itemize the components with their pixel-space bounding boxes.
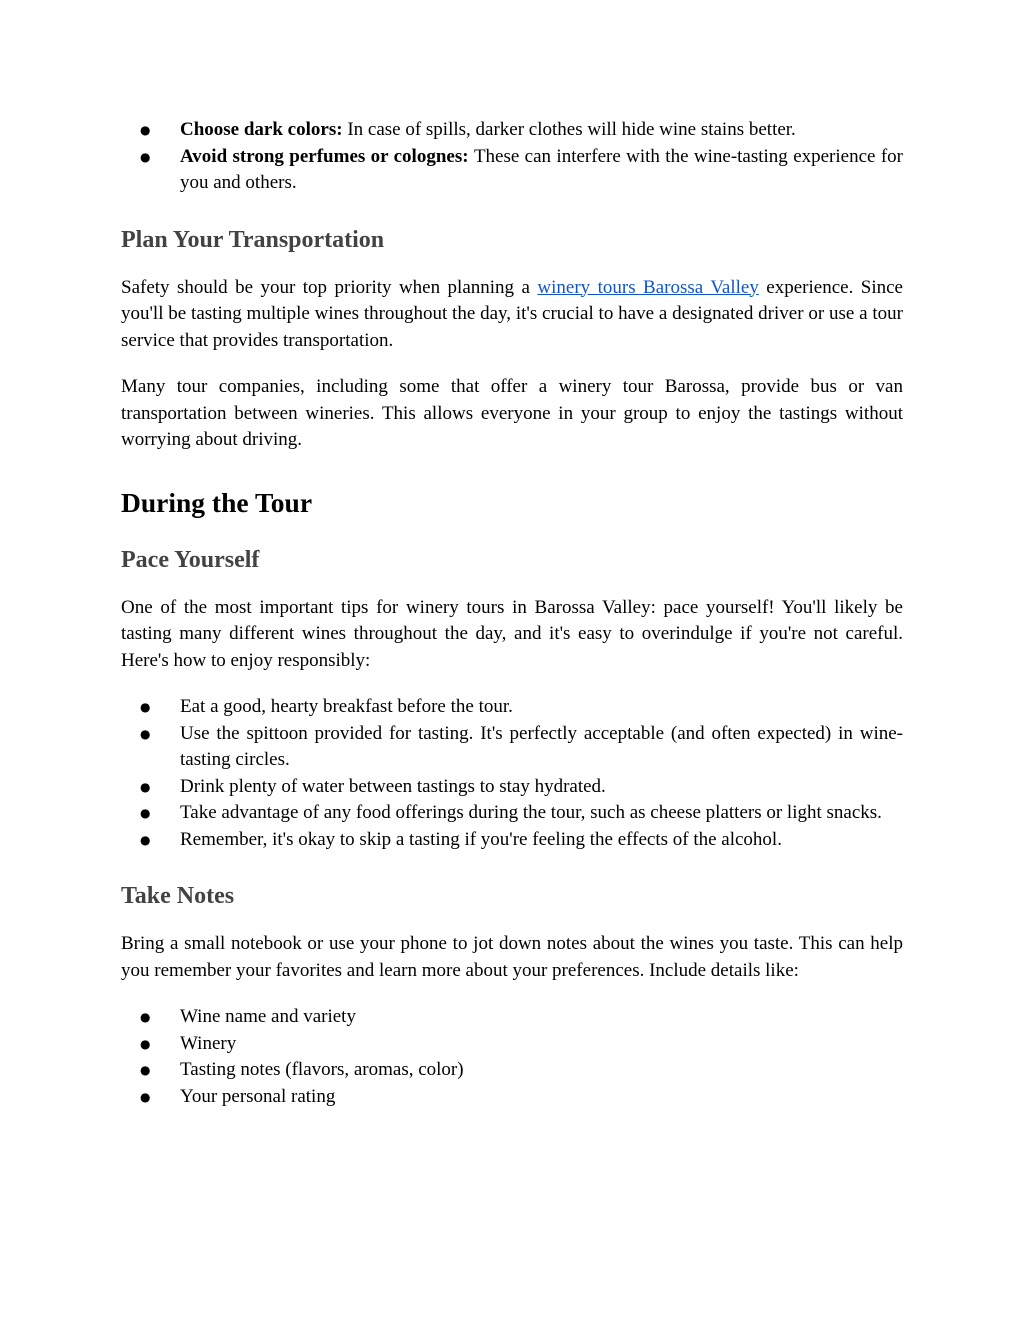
transport-p1-before: Safety should be your top priority when planning a bbox=[121, 276, 538, 298]
list-item-text: Remember, it's okay to skip a tasting if you're feeling the effects of the alcohol. bbox=[180, 828, 782, 850]
list-item-bold: Avoid strong perfumes or colognes: bbox=[180, 145, 474, 167]
bullet-icon: ● bbox=[140, 123, 151, 137]
list-item-text: Take advantage of any food offerings during the tour, such as cheese platters or light snacks. bbox=[180, 802, 882, 823]
bullet-icon: ● bbox=[140, 832, 151, 847]
list-item-text: Your personal rating bbox=[180, 1085, 336, 1107]
list-item-text: Winery bbox=[180, 1032, 237, 1054]
transport-paragraph-2: Many tour companies, including some that offer a winery tour Barossa, provide bus or van transportation between wineries. This allows everyone in your group to enjoy the tastings without worrying about driving. bbox=[121, 376, 903, 450]
heading-during-the-tour: During the Tour bbox=[121, 486, 313, 518]
document-page bbox=[121, 117, 903, 1110]
list-item-bold: Choose dark colors: bbox=[180, 119, 348, 140]
bullet-icon: ● bbox=[140, 1089, 151, 1104]
list-item bbox=[121, 1004, 903, 1031]
heading-plan-transportation: Plan Your Transportation bbox=[121, 226, 385, 253]
bullet-icon: ● bbox=[140, 779, 151, 794]
bullet-icon: ● bbox=[140, 726, 151, 741]
notes-intro-paragraph: Bring a small notebook or use your phone to jot down notes about the wines you taste. This can help you remember your favorites and learn more about your preferences. Include details like: bbox=[121, 933, 903, 981]
list-item-text: In case of spills, darker clothes will hide wine stains better. bbox=[347, 119, 796, 140]
notes-details-list bbox=[121, 1004, 903, 1110]
pace-tips-list bbox=[121, 694, 903, 853]
list-item-text: Tasting notes (flavors, aromas, color) bbox=[180, 1059, 464, 1080]
list-item-text: Eat a good, hearty breakfast before the tour. bbox=[180, 696, 513, 717]
bullet-icon: ● bbox=[140, 1036, 151, 1051]
list-item-text: Wine name and variety bbox=[180, 1006, 356, 1027]
list-item bbox=[121, 827, 903, 854]
list-item bbox=[121, 800, 903, 827]
bullet-icon: ● bbox=[140, 1063, 151, 1077]
list-item bbox=[121, 774, 903, 801]
transport-paragraph-1 bbox=[121, 275, 903, 355]
list-item bbox=[121, 1057, 903, 1084]
list-item bbox=[121, 1084, 903, 1111]
winery-tours-link[interactable]: winery tours Barossa Valley bbox=[537, 276, 759, 298]
list-item bbox=[121, 1031, 903, 1058]
list-item bbox=[121, 117, 903, 144]
list-item bbox=[121, 144, 903, 197]
heading-take-notes: Take Notes bbox=[121, 883, 235, 909]
bullet-icon: ● bbox=[140, 1010, 151, 1024]
heading-pace-yourself: Pace Yourself bbox=[121, 546, 260, 573]
transport-p1-after: experience. Since you'll be tasting multiple wines throughout the day, it's crucial to have a designated driver or use a tour service that provides transportation. bbox=[121, 276, 903, 351]
list-item bbox=[121, 694, 903, 721]
list-item-text: Use the spittoon provided for tasting. It's perfectly acceptable (and often expected) in wine-tasting circles. bbox=[180, 722, 903, 770]
pace-intro-paragraph: One of the most important tips for winery tours in Barossa Valley: pace yourself! You'll likely be tasting many different wines throughout the day, and it's easy to overindulge if you're not careful. Here's how to enjoy responsibly: bbox=[121, 596, 903, 671]
bullet-icon: ● bbox=[140, 149, 151, 164]
attire-tips-list bbox=[121, 117, 903, 197]
bullet-icon: ● bbox=[140, 700, 151, 714]
list-item-text: These can interfere with the wine-tasting experience for you and others. bbox=[180, 145, 903, 193]
list-item bbox=[121, 721, 903, 774]
bullet-icon: ● bbox=[140, 806, 151, 820]
list-item-text: Drink plenty of water between tastings to stay hydrated. bbox=[180, 775, 606, 797]
